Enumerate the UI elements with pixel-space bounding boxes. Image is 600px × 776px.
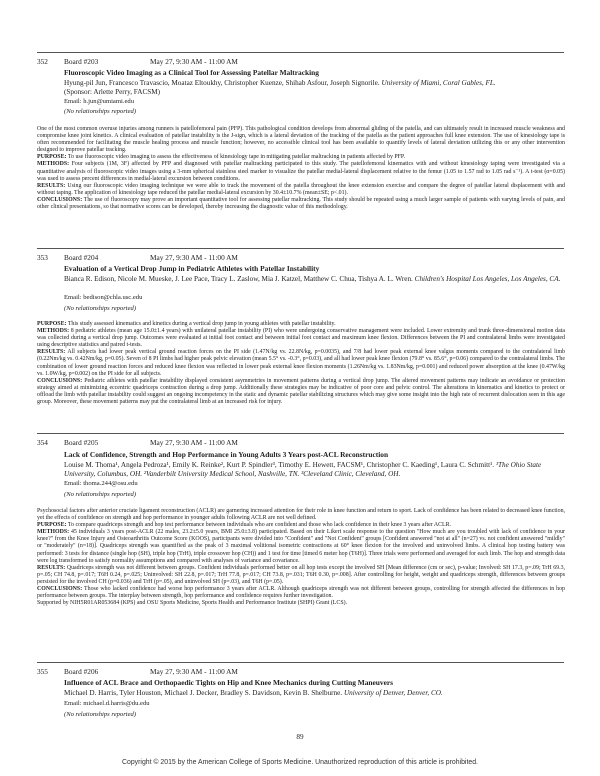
page-number: 89 [296,733,304,741]
affiliation: Children's Hospital Los Angeles, Los Angeles, CA. [414,275,561,283]
abstract-section [37,529,565,564]
section-label: RESULTS: [37,564,66,571]
section-text: Those who lacked confidence had worse hop performance 3 years after ACLR. Although quadriceps strength was not different between groups, controlling for strength affected the differences in hop performance between groups. The interplay between strength, hop performance and confidence requires further investigation. [37,586,565,600]
authors [64,275,574,284]
affiliation: University of Denver, Denver, CO. [343,689,443,697]
abstract-section [37,197,565,211]
session-time: May 27, 9:30 AM - 11:00 AM [150,57,238,66]
abstract-body [37,126,565,211]
section-text: Using our fluoroscopic video imaging technique we were able to track the movement of the patella throughout the knee extension exercise and compare the degree of patellar lateral displacement with and without taping. The application of kinesiology tape reduced the patellar medial-lateral excursion by 30.4±10.7% (mean±SE; p<.01). [37,182,565,196]
section-text: To use fluoroscopic video imaging to assess the effectiveness of kinesiology tape in mitigating patellar maltracking in patients affected by PFP. [66,154,406,161]
session-time: May 27, 9:30 AM - 11:00 AM [150,667,238,676]
board-number: Board #204 [64,253,99,262]
section-text: To compare quadriceps strength and hop test performance between individuals who are confident and those who lack confidence in their knee 3 years after ACLR. [66,522,451,529]
abstract-section [37,328,565,349]
abstract-number: 355 [37,667,48,676]
abstract-section [37,183,565,197]
abstract-section [37,161,565,182]
abstract-title: Lack of Confidence, Strength and Hop Performance in Young Adults 3 Years post-ACL Reconstruction [64,450,389,459]
session-time: May 27, 9:30 AM - 11:00 AM [150,253,238,262]
sponsor: (Sponsor: Arlette Perry, FACSM) [64,88,161,96]
section-text: The use of fluoroscopy may prove an important quantitative tool for assessing patellar maltracking. This study should be repeated using a much larger sample of patients with varying levels of pain, and other clinical presentations, so that normative scores can be developed, thereby increasing the diagnostic value of this methodology. [37,196,565,211]
section-label: METHODS: [37,529,70,536]
support-statement: Supported by NIH5R01AR053684 (KPS) and OSU Sports Medicine, Sports Health and Performance Institute (SHPI) Grant (LCS). [37,600,348,607]
section-text: All subjects had lower peak vertical ground reaction forces on the PI side (1.47N/kg vs. 22.8N/kg, p=0.0035), and 7/8 had lower peak external knee valgus moments compared to the contralateral limb (0.22Nm/kg vs. 0.42Nm/kg, p=0.05). Seven of 8 PI limbs had higher peak pelvic elevation (mean 5.5° vs. -0.3°, p=0.03), and all had lower peak knee flexion (79.8° vs. 85.6°, p=0.06) compared to the contralateral limbs. The combination of lower ground reaction forces and reduced knee flexion was reflected in lower peak external knee flexion moments (1.26Nm/kg vs. 1.83Nm/kg, p=0.001) and reduced power absorption at the knee (0.47W/kg vs. 1.0W/kg, p=0.002) on the PI side for all subjects. [37,349,565,377]
divider [37,248,564,249]
abstract-section [37,378,565,406]
abstract-section [37,349,565,377]
section-label: METHODS: [37,161,70,168]
section-text: 45 individuals 3 years post-ACLR (22 males, 23.2±5.0 years, BMI 25.0±3.8) participated. Based on their Likert scale response to the question "How much are you troubled with lack of confidence in your knee?" from the Knee Injury and Osteoarthritis Outcome Score (KOOS), participants were divided into "Confident" and "Not Confident" groups [Confident answered "not at all" (n=27) vs. not confident answered "mildly" or "moderately" (n=18)]. Quadriceps strength was quantified as the peak of 3 maximal volitional isometric contractions at 60° knee flexion for the involved and uninvolved limbs. A clinical hop testing battery was performed: 3 tests for distance (single hop (SH), triple hop (TrH), triple crossover hop (CH)) and 1 test for time [timed 6 meter hop (T6H)]. Three trials were performed and averaged for each limb. The hop and strength data were log transformed to satisfy normality assumptions and compared with analyses of variance and covariance. [37,529,565,564]
section-text: Quadriceps strength was not different between groups. Confident individuals performed better on all hop tests except the involved SH [Mean difference (cm or sec), p-value; Involved: SH 17.3, p=.09; TrH 69.3, p=.05; CH 74.8, p=.017; T6H 0.24, p=.025; Uninvolved: SH 22.8, p=.017; TrH 77.8, p=.017; CH 73.8, p=.031; T6H 0.30, p=.008]. After controlling for height, weight and quadriceps strength, differences between groups persisted for the involved CH (p=0.036) and TrH (p=.05), and uninvolved SH (p=.03), and T6H (p=.05). [37,564,565,585]
no-relationships-note: (No relationships reported) [64,305,137,312]
author-list: Hyung-pil Jun, Francesco Travascio, Moataz Eltoukhy, Christopher Kuenze, Shihab Asfour, Joseph Signorile. [64,79,380,87]
section-text: Four subjects (1M, 3F) affected by PFP and diagnosed with patellar maltracking participated to this study. The patellofemoral kinematics with and without kinesiology taping were investigated via a quantitative analysis of fluoroscopic video images using a 3-mm spherical stainless steel marker to visualize the patellar medial-lateral displacement relative to the femur (1.05 to 1.57 rad to 1.05 rad s⁻¹). A t-test (α=0.05) was used to assess percent differences in medial-lateral excursion between conditions. [37,161,565,182]
divider [37,433,564,434]
no-relationships-note: (No relationships reported) [64,108,137,115]
author-list: Louise M. Thoma¹, Angela Pedroza¹, Emily K. Reinke², Kurt P. Spindler³, Timothy E. Hewett, FACSM¹, Christopher C. Kaeding¹, Laura C. Schmitt¹. [64,461,495,469]
section-label: PURPOSE: [37,154,67,161]
copyright-notice: Copyright © 2015 by the American College of Sports Medicine. Unauthorized reproduction of this article is prohibited. [122,759,478,766]
email: Email: michael.d.harris@du.edu [64,700,150,707]
author-list: Michael D. Harris, Tyler Houston, Michael J. Decker, Bradley S. Davidson, Kevin B. Shelburne. [64,689,343,697]
abstract-section [37,565,565,586]
abstract-intro: One of the most common overuse injuries among runners is patellofemoral pain (PFP). This pathological condition develops from abnormal gliding of the patella, and can ultimately result in increased muscle weakness and compromise knee joint kinetics. A clinical evaluation of patellar instability is the J-sign, which is a lateral deviation of the tracking of the patella as the patient approaches full knee extension. The use of kinesiology tape is often recommended for facilitating the muscle healing process and muscle function; however, no accessible clinical tool has been available to quantify levels of lateral deviation utilizing this or any other intervention designed to improve patellar tracking. [37,126,565,154]
divider [37,52,564,53]
section-label: METHODS: [37,328,70,335]
section-label: CONCLUSIONS: [37,377,83,384]
email: Email: thoma.244@osu.edu [64,480,138,487]
email: Email: bedison@chla.usc.edu [64,294,143,301]
section-label: RESULTS: [37,182,66,189]
section-text: 8 pediatric athletes (mean age 15.0±1.4 years) with unilateral patellar instability (PI) who were undergoing conservative management were included. Lower extremity and trunk three-dimensional motion data was collected during a vertical drop jump. Outcomes were evaluated at initial foot contact and between initial foot contact and maximum knee flexion. Differences between the PI and contralateral limbs were investigated using descriptive statistics and paired t-tests. [37,328,565,349]
affiliation: ¹The Ohio State University, Columbus, OH. ²Vanderbilt University Medical School, Nashville, TN. ³Cleveland Clinic, Cleveland, OH. [64,461,542,478]
section-text: Pediatric athletes with patellar instability displayed consistent asymmetries in movement patterns during a vertical drop jump. The altered movement patterns may indicate an avoidance or protection strategy aimed at minimizing eccentric quadriceps contraction during a drop jump. Additionally these strategies may be indicative of poor core and pelvic control. The alterations in kinematics and kinetics to protect or offload the limb with patellar instability could suggest an ongoing incompetency in the static and dynamic patellar stabilizing structures which may give some insight into the high rate of recurrent dislocation seen in this age group. Moreover, these movement patterns may put the contralateral limb at an increased risk for injury. [37,377,565,406]
section-label: PURPOSE: [37,321,67,327]
abstract-body [37,508,565,607]
abstract-number: 353 [37,253,48,262]
abstract-number: 354 [37,438,48,447]
section-label: CONCLUSIONS: [37,586,83,593]
abstract-body [37,321,565,406]
email: Email: h.jun@umiami.edu [64,98,134,105]
abstract-number: 352 [37,57,48,66]
authors [64,461,574,479]
section-label: CONCLUSIONS: [37,196,83,203]
no-relationships-note: (No relationships reported) [64,711,137,718]
board-number: Board #205 [64,438,99,447]
section-label: PURPOSE: [37,522,67,529]
authors [64,79,574,97]
abstract-title: Evaluation of a Vertical Drop Jump in Pediatric Athletes with Patellar Instability [64,264,320,273]
section-label: RESULTS: [37,349,66,356]
session-time: May 27, 9:30 AM - 11:00 AM [150,438,238,447]
abstract-title: Influence of ACL Brace and Orthopaedic Tights on Hip and Knee Mechanics during Cutting Maneuvers [64,678,394,687]
board-number: Board #203 [64,57,99,66]
author-list: Bianca R. Edison, Nicole M. Mueske, J. Lee Pace, Tracy L. Zaslow, Mia J. Katzel, Matthew C. Chua, Tishya A. L. Wren. [64,275,413,283]
no-relationships-note: (No relationships reported) [64,491,137,498]
abstract-intro: Psychosocial factors after anterior cruciate ligament reconstruction (ACLR) are garnering increased attention for their role in knee function and return to sport. Lack of confidence has been related to decreased knee function, yet the effects of confidence on strength and hop performance in younger adults following ACLR are not well defined. [37,508,565,522]
section-text: This study assessed kinematics and kinetics during a vertical drop jump in young athletes with patellar instability. [66,321,336,327]
divider [37,662,564,663]
affiliation: University of Miami, Coral Gables, FL. [381,79,496,87]
abstract-section [37,586,565,600]
abstract-title: Fluoroscopic Video Imaging as a Clinical Tool for Assessing Patellar Maltracking [64,68,319,77]
authors [64,689,574,698]
board-number: Board #206 [64,667,99,676]
